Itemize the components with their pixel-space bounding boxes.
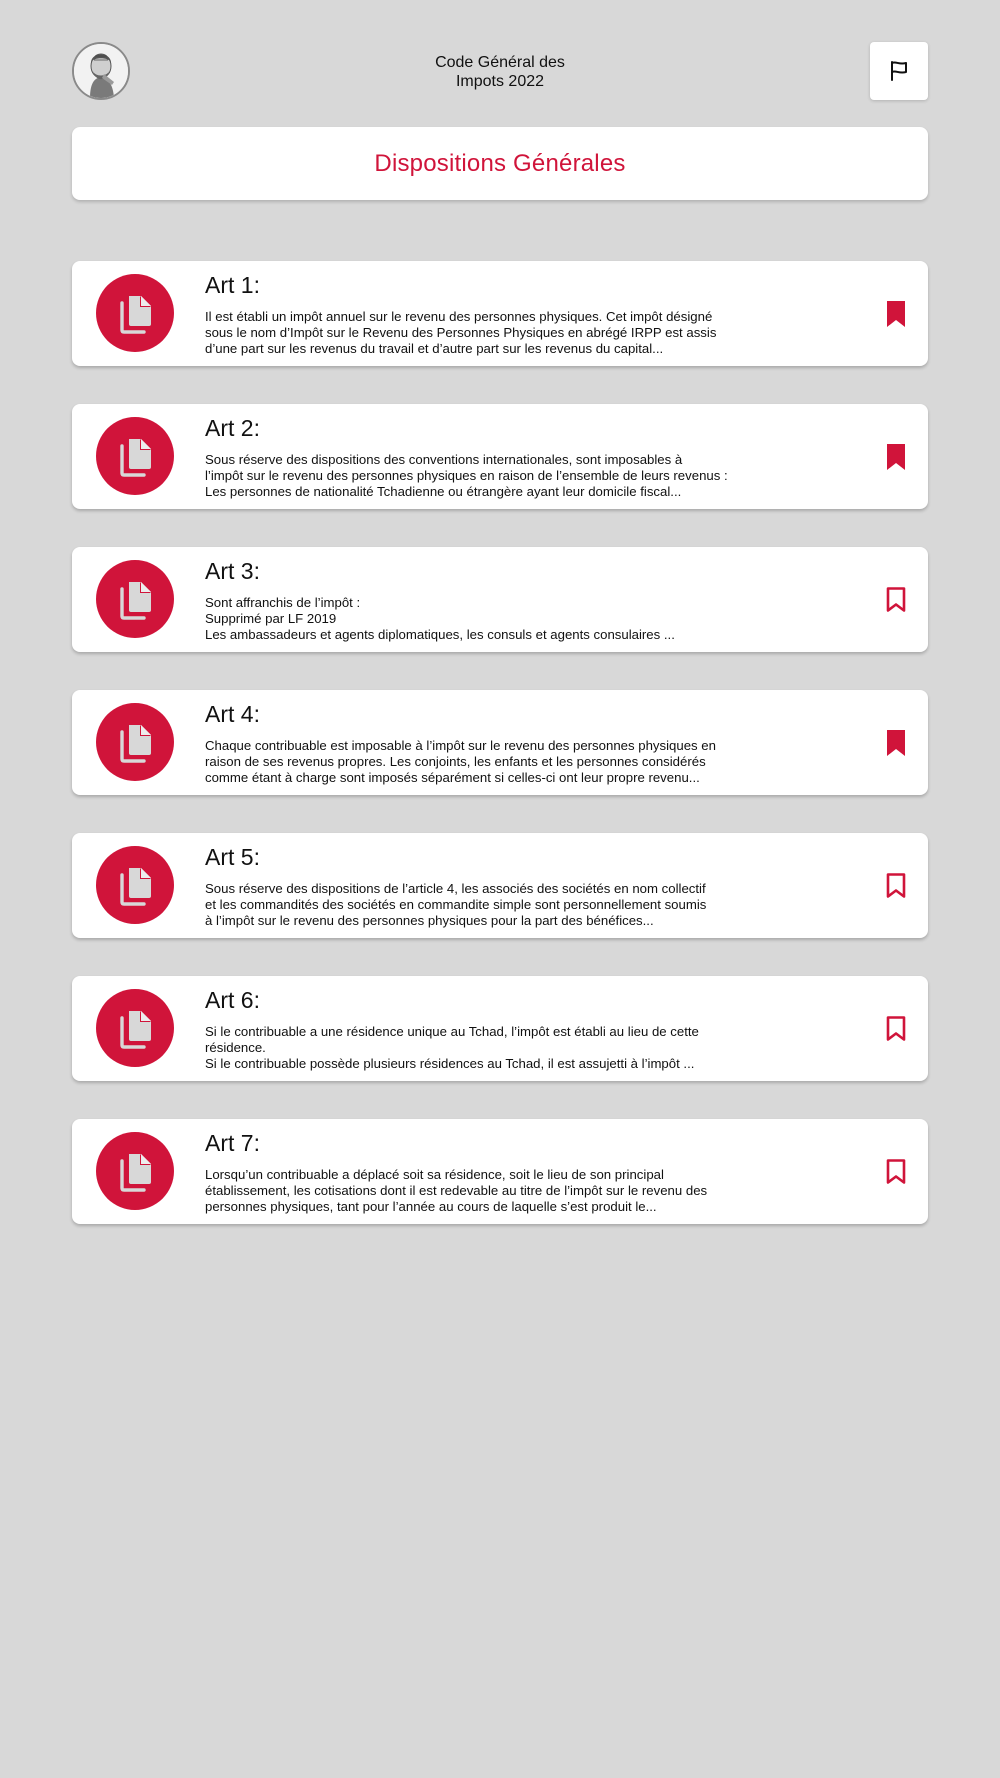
article-excerpt-line: Sous réserve des dispositions des conventions internationales, sont imposables à [205, 452, 683, 467]
bookmark-outline-icon [885, 586, 907, 614]
article-excerpt-line: l’impôt sur le revenu des personnes physiques en raison de l’ensemble de leurs revenus : [205, 468, 728, 483]
document-icon-circle [96, 989, 174, 1067]
article-excerpt-line: Les ambassadeurs et agents diplomatiques, les consuls et agents consulaires ... [205, 627, 675, 642]
document-icon-circle [96, 703, 174, 781]
article-excerpt-line: Si le contribuable a une résidence unique au Tchad, l’impôt est établi au lieu de cette [205, 1024, 699, 1039]
app-title [72, 53, 928, 91]
document-icon-circle [96, 846, 174, 924]
article-card[interactable] [72, 1119, 928, 1224]
app-title-line-1: Code Général des [435, 54, 565, 71]
article-excerpt [205, 309, 745, 357]
article-excerpt-line: personnes physiques, tant pour l’année au cours de laquelle s’est produit le... [205, 1199, 657, 1214]
copy-document-icon [113, 863, 157, 907]
section-header-card [72, 127, 928, 200]
article-title: Art 5: [205, 844, 260, 870]
article-excerpt-line: et les commandités des sociétés en commandite simple sont personnellement soumis [205, 897, 707, 912]
report-flag-button[interactable] [870, 42, 928, 100]
article-excerpt-line: Supprimé par LF 2019 [205, 611, 337, 626]
article-excerpt [205, 452, 745, 500]
article-title: Art 6: [205, 987, 260, 1013]
article-excerpt [205, 881, 745, 929]
article-card[interactable] [72, 976, 928, 1081]
article-title: Art 1: [205, 272, 260, 298]
article-excerpt-line: comme étant à charge sont imposés séparément si celles-ci ont leur propre revenu... [205, 770, 700, 785]
article-excerpt-line: Chaque contribuable est imposable à l’impôt sur le revenu des personnes physiques en [205, 738, 716, 753]
copy-document-icon [113, 434, 157, 478]
article-card[interactable] [72, 404, 928, 509]
app-header [72, 42, 928, 102]
bookmark-button[interactable] [880, 583, 912, 617]
app-title-line-2: Impots 2022 [455, 73, 545, 90]
bookmark-button[interactable] [880, 440, 912, 474]
bookmark-button[interactable] [880, 726, 912, 760]
bookmark-button[interactable] [880, 297, 912, 331]
article-excerpt-line: à l’impôt sur le revenu des personnes physiques pour la part des bénéfices... [205, 913, 654, 928]
article-excerpt-line: établissement, les cotisations dont il est redevable au titre de l’impôt sur le revenu des [205, 1183, 708, 1198]
article-excerpt [205, 1167, 745, 1215]
article-excerpt [205, 738, 745, 786]
bookmark-filled-icon [885, 443, 907, 471]
document-icon-circle [96, 560, 174, 638]
avatar[interactable] [72, 42, 130, 100]
article-excerpt-line: Sous réserve des dispositions de l’article 4, les associés des sociétés en nom collectif [205, 881, 706, 896]
document-icon-circle [96, 274, 174, 352]
article-excerpt-line: d’une part sur les revenus du travail et d’autre part sur les revenus du capital... [205, 341, 664, 356]
bookmark-filled-icon [885, 300, 907, 328]
bookmark-outline-icon [885, 1158, 907, 1186]
section-title: Dispositions Générales [374, 149, 626, 177]
article-card[interactable] [72, 833, 928, 938]
flag-icon [887, 59, 911, 83]
article-excerpt-line: sous le nom d’Impôt sur le Revenu des Personnes Physiques en abrégé IRPP est assis [205, 325, 717, 340]
bookmark-button[interactable] [880, 869, 912, 903]
article-excerpt-line: Les personnes de nationalité Tchadienne ou étrangère ayant leur domicile fiscal... [205, 484, 682, 499]
bookmark-button[interactable] [880, 1155, 912, 1189]
article-excerpt-line: Si le contribuable possède plusieurs résidences au Tchad, il est assujetti à l’impôt ... [205, 1056, 695, 1071]
document-icon-circle [96, 1132, 174, 1210]
article-excerpt-line: raison de ses revenus propres. Les conjoints, les enfants et les personnes considérés [205, 754, 706, 769]
copy-document-icon [113, 720, 157, 764]
document-icon-circle [96, 417, 174, 495]
article-card[interactable] [72, 261, 928, 366]
article-title: Art 2: [205, 415, 260, 441]
philosopher-portrait-icon [74, 44, 128, 98]
article-card[interactable] [72, 690, 928, 795]
article-excerpt-line: Lorsqu’un contribuable a déplacé soit sa résidence, soit le lieu de son principal [205, 1167, 664, 1182]
article-card[interactable] [72, 547, 928, 652]
article-excerpt-line: Sont affranchis de l’impôt : [205, 595, 361, 610]
bookmark-filled-icon [885, 729, 907, 757]
copy-document-icon [113, 577, 157, 621]
article-excerpt [205, 595, 745, 643]
article-title: Art 3: [205, 558, 260, 584]
article-list [72, 261, 928, 1262]
copy-document-icon [113, 1006, 157, 1050]
bookmark-outline-icon [885, 1015, 907, 1043]
bookmark-button[interactable] [880, 1012, 912, 1046]
article-title: Art 4: [205, 701, 260, 727]
article-excerpt-line: résidence. [205, 1040, 266, 1055]
article-title: Art 7: [205, 1130, 260, 1156]
article-excerpt-line: Il est établi un impôt annuel sur le revenu des personnes physiques. Cet impôt désigné [205, 309, 713, 324]
copy-document-icon [113, 291, 157, 335]
copy-document-icon [113, 1149, 157, 1193]
article-excerpt [205, 1024, 745, 1072]
bookmark-outline-icon [885, 872, 907, 900]
